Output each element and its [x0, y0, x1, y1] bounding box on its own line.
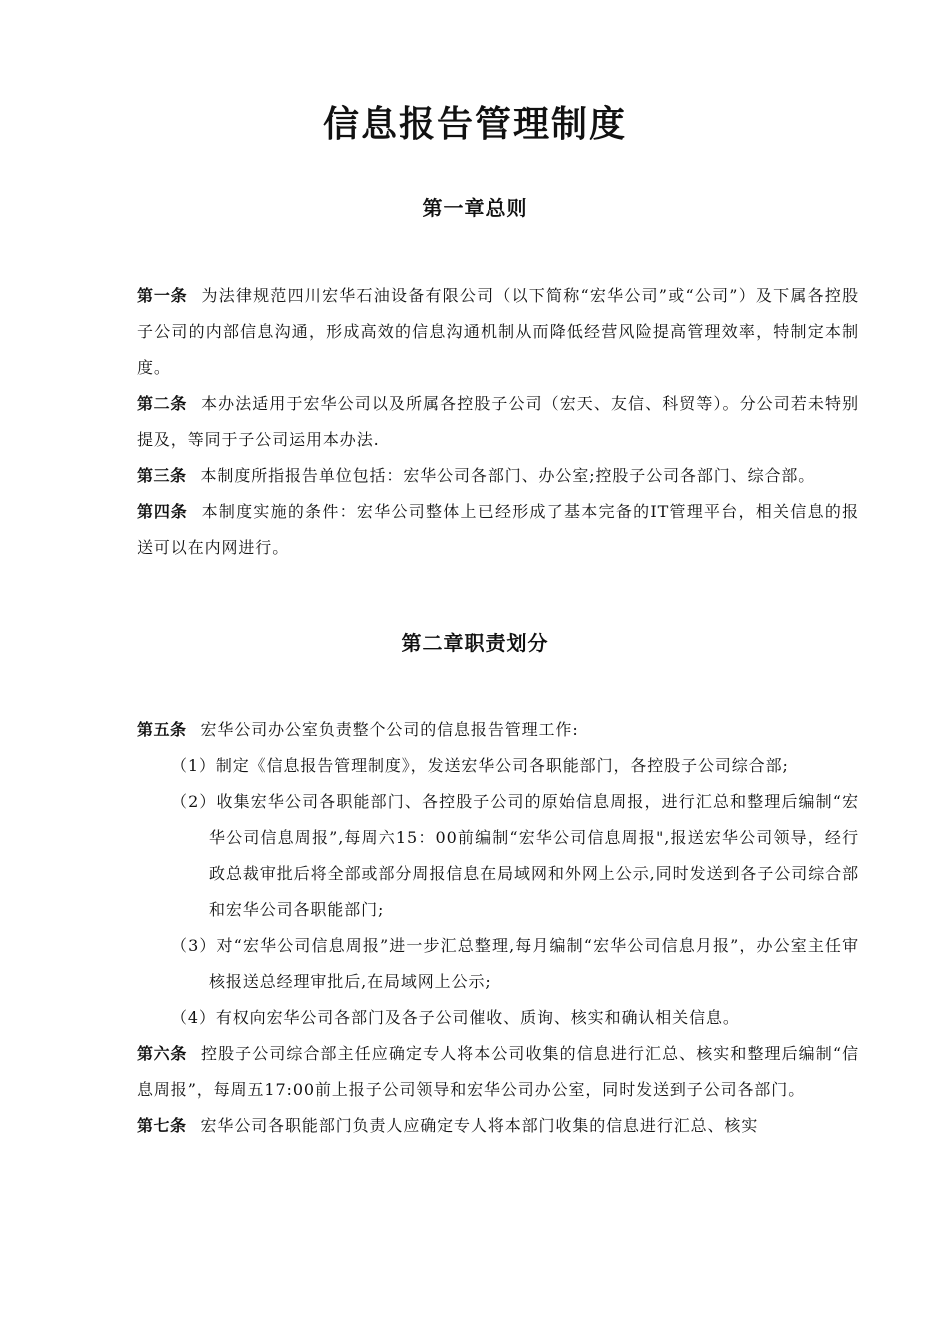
article-7 [137, 1108, 859, 1144]
article-text: 宏华公司各职能部门负责人应确定专人将本部门收集的信息进行汇总、核实 [200, 1116, 759, 1135]
article-label: 第四条 [137, 502, 188, 521]
article-label: 第一条 [137, 286, 188, 305]
article-label: 第二条 [137, 394, 188, 413]
article-text: 为法律规范四川宏华石油设备有限公司（以下简称“宏华公司”或“公司”）及下属各控股子公司的内部信息沟通，形成高效的信息沟通机制从而降低经营风险提高管理效率，特制定本制度。 [137, 286, 859, 377]
article-label: 第三条 [137, 466, 187, 485]
article-text: 宏华公司办公室负责整个公司的信息报告管理工作: [200, 720, 579, 739]
article-text: 本办法适用于宏华公司以及所属各控股子公司（宏天、友信、科贸等）。分公司若未特别提及，等同于子公司运用本办法. [137, 394, 859, 449]
document-title: 信息报告管理制度 [322, 103, 627, 145]
article-6 [137, 1036, 859, 1108]
article-5 [137, 712, 859, 748]
article-label: 第六条 [137, 1044, 188, 1063]
article-label: 第五条 [137, 720, 187, 739]
chapter-1-heading: 第一章总则 [422, 196, 528, 220]
article-text: 控股子公司综合部主任应确定专人将本公司收集的信息进行汇总、核实和整理后编制“信息周报”，每周五17:00前上报子公司领导和宏华公司办公室，同时发送到子公司各部门。 [137, 1044, 859, 1099]
list-item: （1）制定《信息报告管理制度》，发送宏华公司各职能部门，各控股子公司综合部; [171, 756, 789, 775]
chapter-2-body [137, 712, 859, 1144]
article-4 [137, 494, 859, 566]
chapter-1-body [137, 278, 859, 566]
article-label: 第七条 [137, 1116, 187, 1135]
list-item: （3）对“宏华公司信息周报”进一步汇总整理,每月编制“宏华公司信息月报”，办公室主任审核报送总经理审批后,在局域网上公示; [171, 936, 859, 991]
article-2 [137, 386, 859, 458]
list-item: （2）收集宏华公司各职能部门、各控股子公司的原始信息周报，进行汇总和整理后编制“宏华公司信息周报”,每周六15：00前编制“宏华公司信息周报",报送宏华公司领导，经行政总裁审批后将全部或部分周报信息在局域网和外网上公示,同时发送到各子公司综合部和宏华公司各职能部门; [171, 792, 859, 919]
article-3 [137, 458, 859, 494]
chapter-2-heading: 第二章职责划分 [401, 631, 549, 655]
article-text: 本制度实施的条件：宏华公司整体上已经形成了基本完备的IT管理平台，相关信息的报送可以在内网进行。 [137, 502, 859, 557]
list-item: （4）有权向宏华公司各部门及各子公司催收、质询、核实和确认相关信息。 [171, 1008, 740, 1027]
article-1 [137, 278, 859, 386]
article-text: 本制度所指报告单位包括：宏华公司各部门、办公室;控股子公司各部门、综合部。 [200, 466, 816, 485]
